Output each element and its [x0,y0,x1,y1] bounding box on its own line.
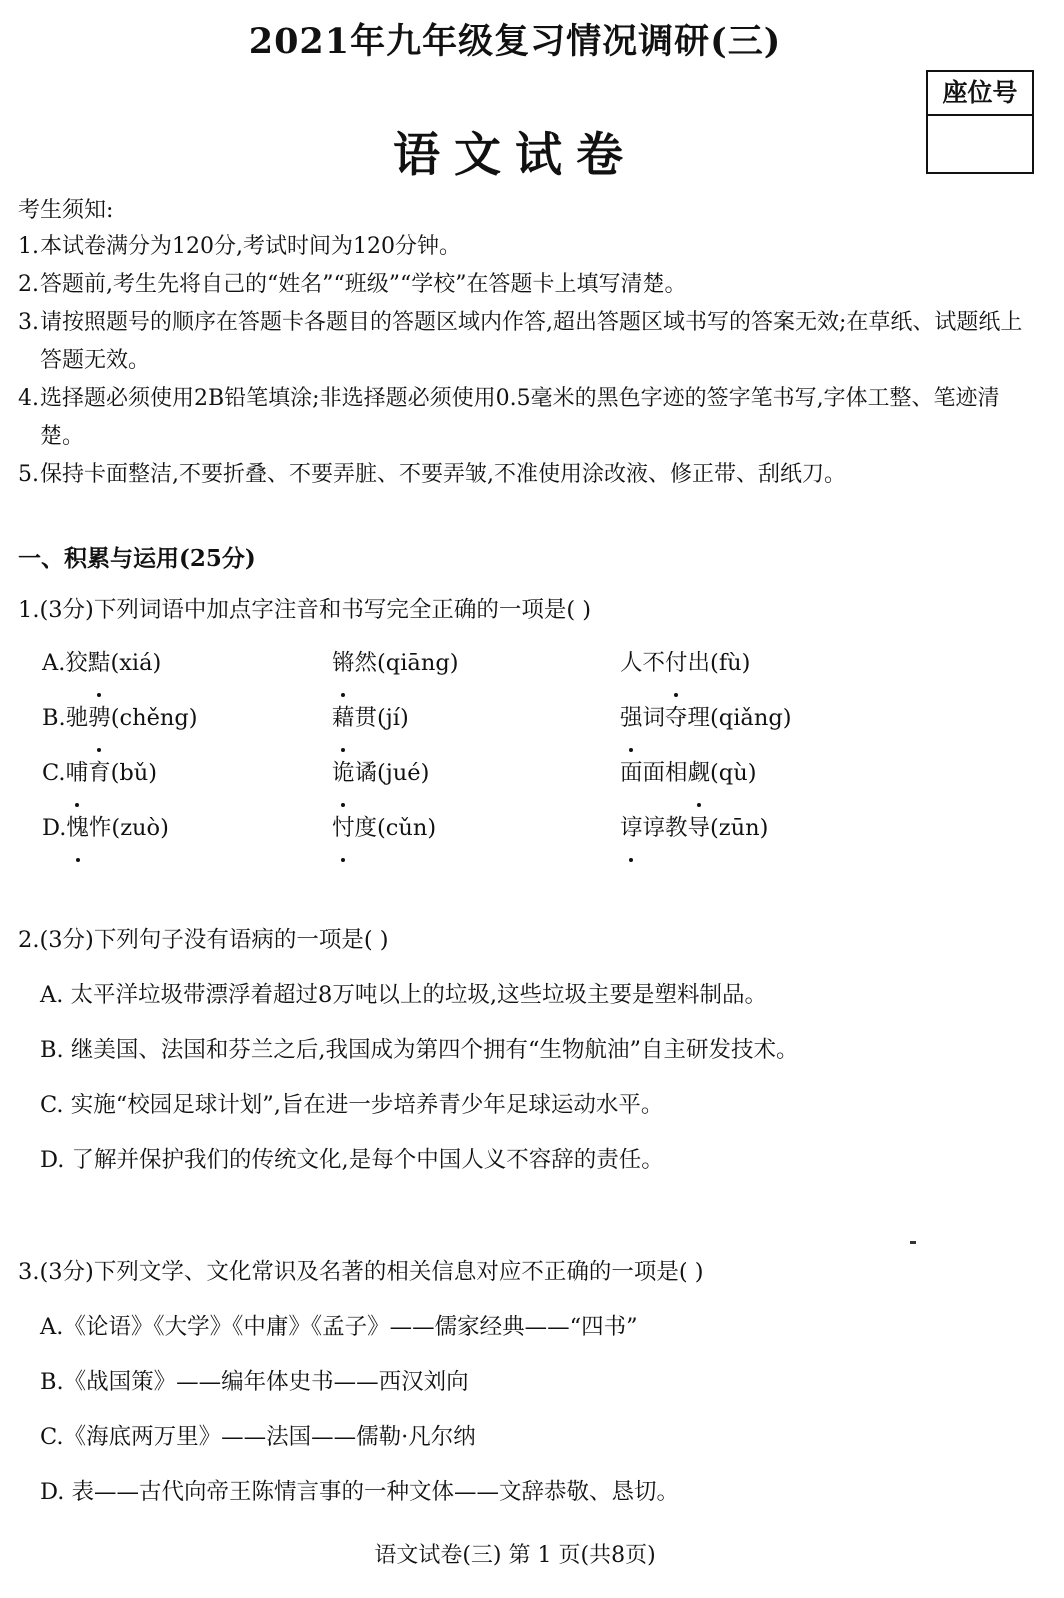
notice-item: 1. 本试卷满分为120分,考试时间为120分钟。 [18,234,461,259]
option-c-word-3: 面面相觑(qù) [620,746,756,801]
option-a-word-3: 人不付出(fù) [620,636,750,691]
option-a: A. 太平洋垃圾带漂浮着超过8万吨以上的垃圾,这些垃圾主要是塑料制品。 [40,982,768,1008]
option-d: D. 表——古代向帝王陈情言事的一种文体——文辞恭敬、恳切。 [40,1479,680,1505]
notice-item: 2. 答题前,考生先将自己的“姓名”“班级”“学校”在答题卡上填写清楚。 [18,272,687,297]
option-a-word-2: 锵然(qiāng) [332,636,459,691]
seat-number-box [926,70,1034,174]
option-d-word-3: 谆谆教导(zūn) [620,801,768,856]
exam-subtitle: 语文试卷 [393,128,637,183]
option-a: A.《论语》《大学》《中庸》《孟子》——儒家经典——“四书” [40,1314,638,1340]
option-c-word-2: 诡谲(jué) [332,746,429,801]
option-c: C.《海底两万里》——法国——儒勒·凡尔纳 [40,1424,476,1450]
option-b-word-3: 强词夺理(qiǎng) [620,691,792,746]
option-row-c [18,746,1028,801]
seat-number-label: 座位号 [928,72,1032,116]
candidate-notice [18,194,1028,494]
option-b: B. 继美国、法国和芬兰之后,我国成为第四个拥有“生物航油”自主研发技术。 [40,1037,799,1063]
option-d-word-1: D.愧怍(zuò) [42,801,169,856]
question-1 [18,590,1028,856]
option-a-word-1: A.狡黠(xiá) [42,636,161,691]
scan-speck [910,1241,916,1244]
option-d: D. 了解并保护我们的传统文化,是每个中国人义不容辞的责任。 [40,1147,664,1173]
option-row-d [18,801,1028,856]
option-b: B.《战国策》——编年体史书——西汉刘向 [40,1369,469,1395]
option-row-b [18,691,1028,746]
option-b-word-1: B.驰骋(chěng) [42,691,198,746]
question-3 [18,1252,1028,1520]
question-2 [18,920,1028,1188]
option-b-word-2: 藉贯(jí) [332,691,409,746]
option-c-word-1: C.哺育(bǔ) [42,746,157,801]
option-row-a [18,636,1028,691]
notice-item: 5. 保持卡面整洁,不要折叠、不要弄脏、不要弄皱,不准使用涂改液、修正带、刮纸刀。 [18,462,846,487]
notice-item: 4. 选择题必须使用2B铅笔填涂;非选择题必须使用0.5毫米的黑色字迹的签字笔书写,字体工整、笔迹清楚。 [18,386,1000,449]
page-footer: 语文试卷(三) 第 1 页(共8页) [374,1543,656,1568]
notice-heading: 考生须知: [18,198,114,223]
option-c: C. 实施“校园足球计划”,旨在进一步培养青少年足球运动水平。 [40,1092,664,1118]
question-stem: 3.(3分)下列文学、文化常识及名著的相关信息对应不正确的一项是( ) [18,1259,704,1285]
section-heading: 一、积累与运用(25分) [18,545,256,572]
question-stem: 2.(3分)下列句子没有语病的一项是( ) [18,927,389,953]
question-stem: 1.(3分)下列词语中加点字注音和书写完全正确的一项是( ) [18,597,592,623]
exam-title: 2021年九年级复习情况调研(三) [248,21,782,62]
option-d-word-2: 忖度(cǔn) [332,801,436,856]
notice-item: 3. 请按照题号的顺序在答题卡各题目的答题区域内作答,超出答题区域书写的答案无效;在草纸、试题纸上答题无效。 [18,310,1023,373]
